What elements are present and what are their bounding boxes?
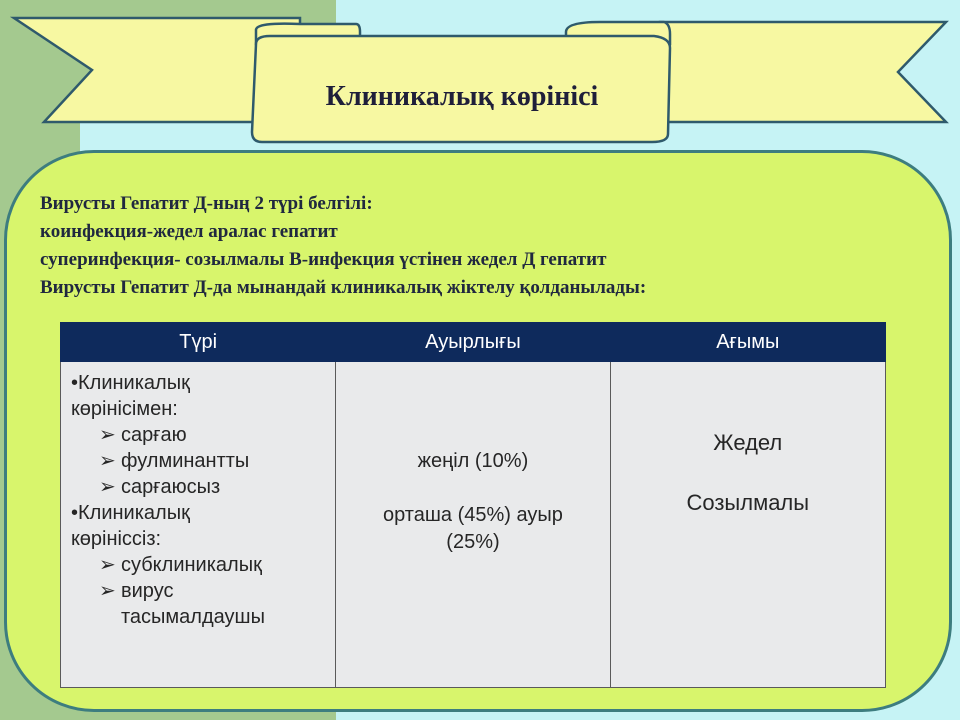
group-heading: көрініссіз: [71, 528, 162, 550]
cell-course [610, 362, 885, 688]
group-heading: •Клиникалық [71, 502, 190, 524]
group-heading: көрінісімен: [71, 398, 178, 420]
list-item: тасымалдаушы [121, 606, 265, 628]
intro-text [40, 190, 920, 302]
column-header-severity: Ауырлығы [336, 323, 610, 362]
slide-title: Клиникалық көрінісі [325, 81, 599, 112]
list-item: ➢ субклиникалық [99, 554, 262, 576]
arrow-bullet-icon: ➢ [99, 476, 116, 498]
arrow-bullet-icon: ➢ [99, 424, 116, 446]
table-row [61, 362, 886, 688]
severity-severe: (25%) [446, 531, 500, 553]
intro-line: коинфекция-жедел аралас гепатит [40, 221, 338, 242]
cell-severity [336, 362, 610, 688]
course-chronic: Созылмалы [686, 490, 810, 515]
list-item: ➢ сарғаюсыз [99, 476, 221, 498]
intro-line: Вирусты Гепатит Д-да мынандай клиникалық жіктелу қолданылады: [40, 277, 647, 298]
arrow-bullet-icon: ➢ [99, 554, 116, 576]
classification-table [60, 322, 886, 688]
column-header-type: Түрі [61, 323, 336, 362]
group-heading: •Клиникалық [71, 372, 190, 394]
arrow-bullet-icon: ➢ [99, 450, 116, 472]
course-acute: Жедел [713, 430, 783, 455]
arrow-bullet-icon: ➢ [99, 580, 116, 602]
list-item: ➢ сарғаю [99, 424, 187, 446]
column-header-course: Ағымы [610, 323, 885, 362]
intro-line: Вирусты Гепатит Д-ның 2 түрі белгілі: [40, 193, 373, 214]
table-header-row [61, 323, 886, 362]
cell-type [61, 362, 336, 688]
list-item: ➢ фулминантты [99, 450, 250, 472]
severity-mild: жеңіл (10%) [417, 450, 529, 472]
list-item: ➢ вирус [99, 580, 174, 602]
intro-line: суперинфекция- созылмалы В-инфекция үстінен жедел Д гепатит [40, 249, 607, 270]
severity-moderate: орташа (45%) ауыр [383, 504, 563, 526]
